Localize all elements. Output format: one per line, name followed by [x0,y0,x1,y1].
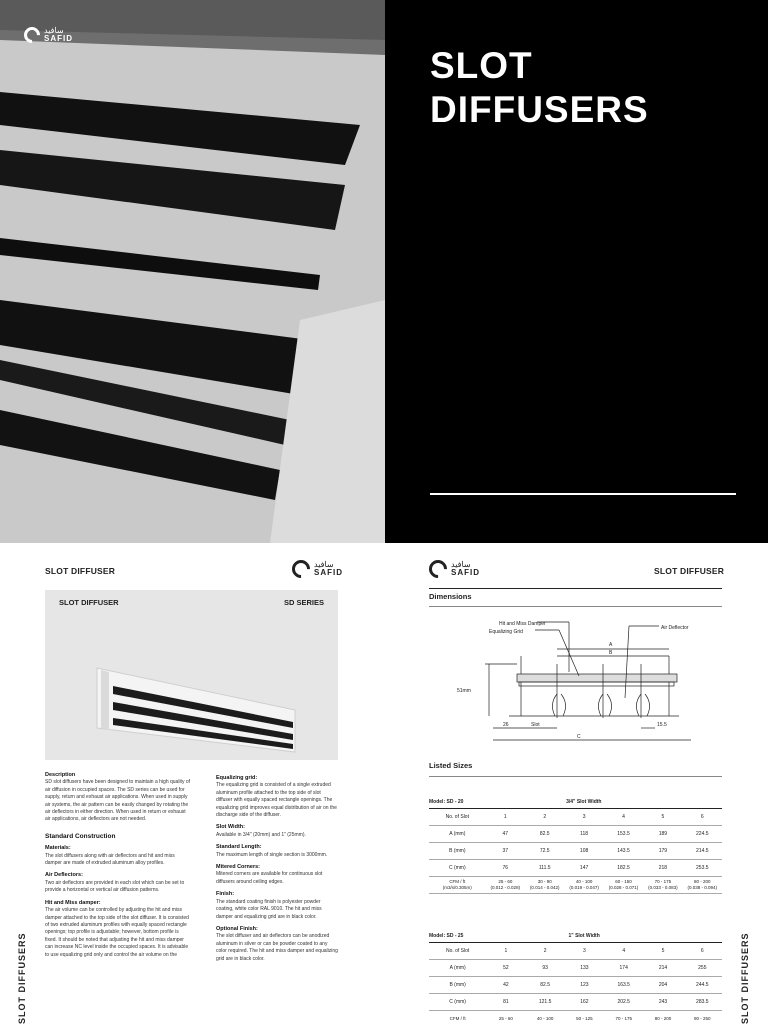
logo-english: SAFID [314,568,343,577]
table-cell: 4 [604,808,643,825]
grid-text: The equalizing grid is consisted of a single extruded aluminum profile attached to the top side of slot diffuser with equally spaced rectangle openings. The equalizing grid improves equal distribution of air on the discharge side of the diffuser. [216,782,337,819]
product-series: SD SERIES [283,598,324,607]
logo-arabic: سافيد [451,560,471,569]
slot-diffuser-product-image [45,590,338,760]
listed-sizes-rule [429,776,722,777]
description-text: SD slot diffusers have been designed to maintain a high quality of air diffusion in occupied spaces. The SD series can be used for supply, return and exhaust air applications. When used in supply air systems, the air pattern can be easily changed by rotating the air deflectors in either direction. When used in return or exhaust air applications, air deflectors are not needed. [45,779,190,823]
construction-column [216,775,338,963]
table-cell: 244.5 [683,976,722,993]
table-cell: 80 - 200 [643,1010,682,1024]
safid-logo-icon [288,556,313,581]
label-b: B [609,650,613,656]
table-cell: 121.5 [526,993,565,1010]
damper-text: The air volume can be controlled by adjusting the hit and miss damper attached to the top side of the slot diffuser. It is consisted of two extruded aluminum profiles with equally spaced rectangle openings; top profile is adjustable; however, bottom profile is fixed. It should be noted that adjusting the hit and miss damper can increase NC level inside the occupied spaces. It is advisable to use equalizing grid only and control the air volume on the [45,907,189,958]
table-cell: 2 [526,942,565,959]
table-cell: 81 [486,993,525,1010]
product-label: SLOT DIFFUSER [59,598,119,607]
table-cell: 3 [564,808,603,825]
label-a: A [609,642,613,648]
side-label-right: SLOT DIFFUSERS [740,932,750,1024]
length-text: The maximum length of single section is 3000mm. [216,851,328,858]
finish-heading: Finish: [216,891,235,898]
table-cell: 163.5 [604,976,643,993]
row-label: B (mm) [429,842,486,859]
table-cell: 40 - 100 (0.019 - 0.047) [564,876,603,893]
cover-logo [24,27,73,43]
optional-finish-text: The slot diffuser and air deflectors can be anodized aluminum in silver or can be powder coated to any color required. The hit and miss damper and equalizing grid are in black color. [216,933,338,962]
table-cell: 50 - 125 [565,1010,604,1024]
dimensions-title: Dimensions [429,592,472,601]
label-26: 26 [503,722,509,728]
width-heading: Slot Width: [216,824,245,831]
table-cell: 42 [486,976,525,993]
row-label: B (mm) [429,976,486,993]
table-cell: 37 [486,842,525,859]
table-cell: 5 [643,942,682,959]
table-cell: 179 [643,842,682,859]
deflectors-heading: Air Deflectors: [45,872,83,879]
label-15-5: 15.5 [657,722,667,728]
table-cell: 25 - 60 (0.012 - 0.028) [486,876,525,893]
description-heading: Description [45,772,76,778]
optional-finish-heading: Optional Finish: [216,925,258,932]
table-cell: 133 [565,959,604,976]
table-slot-width: 1" Slot Width [486,930,722,942]
table-cell: 118 [564,825,603,842]
header-logo [292,560,343,578]
row-label: No. of Slot [429,942,486,959]
label-c: C [577,734,581,740]
damper-heading: Hit and Miss damper: [45,899,101,906]
table-cell: 204 [643,976,682,993]
table-cell: 1 [486,942,525,959]
cover-divider [430,493,736,495]
table-sd25 [429,930,722,1024]
cover-title-line1: SLOT [430,45,533,86]
table-sd20 [429,796,722,894]
materials-heading: Materials: [45,845,71,852]
label-slot: Slot [531,722,540,728]
label-height: 51mm [457,688,471,694]
table-cell: 189 [643,825,682,842]
table-cell: 93 [526,959,565,976]
grid-heading: Equalizing grid: [216,775,258,781]
row-label: CFM / ft [429,1010,486,1024]
slot-diffuser-photo [0,0,385,543]
right-page [384,543,768,1024]
table-model: Model: SD - 20 [429,796,486,808]
table-cell: 30 - 90 (0.014 - 0.042) [525,876,564,893]
table-cell: 123 [565,976,604,993]
table-cell: 60 - 150 (0.028 - 0.071) [604,876,643,893]
row-label: A (mm) [429,825,486,842]
table-cell: 214.5 [683,842,722,859]
table-cell: 253.5 [683,859,722,876]
table-cell: 182.5 [604,859,643,876]
description-column [45,772,190,959]
table-cell: 82.5 [525,825,564,842]
product-image-box [45,590,338,760]
cover-title-line2: DIFFUSERS [430,89,649,130]
row-label: C (mm) [429,859,486,876]
page-header-title: SLOT DIFFUSER [45,566,116,576]
table-cell: 2 [525,808,564,825]
table-cell: 143.5 [604,842,643,859]
table-cell: 72.5 [525,842,564,859]
table-cell: 70 - 175 (0.033 - 0.083) [643,876,682,893]
row-label: CFM / ft (m3/s/0.305m) [429,876,486,893]
row-label: C (mm) [429,993,486,1010]
table-cell: 255 [683,959,722,976]
logo-arabic: سافيد [314,560,334,569]
row-label: A (mm) [429,959,486,976]
label-grid: Equalizing Grid [489,629,523,635]
table-cell: 147 [564,859,603,876]
page-header-title: SLOT DIFFUSER [654,566,725,576]
logo-english: SAFID [44,34,73,43]
width-text: Available in 3/4" (20mm) and 1" (25mm). [216,831,306,838]
safid-logo-icon [425,556,450,581]
table-cell: 5 [643,808,682,825]
table-cell: 40 - 100 [526,1010,565,1024]
listed-sizes-title: Listed Sizes [429,761,473,770]
table-cell: 224.5 [683,825,722,842]
table-cell: 111.5 [525,859,564,876]
dimensions-diagram [429,616,722,746]
table-cell: 82.5 [526,976,565,993]
table-cell: 162 [565,993,604,1010]
label-damper: Hit and Miss Damper [499,621,546,627]
table-cell: 202.5 [604,993,643,1010]
table-cell: 243 [643,993,682,1010]
table-cell: 6 [683,942,722,959]
deflectors-text: Two air deflectors are provided in each slot which can be set to provide a horizontal or vertical air diffusion patterns. [45,879,185,894]
table-cell: 80 - 200 (0.038 - 0.094) [683,876,722,893]
table-cell: 283.5 [683,993,722,1010]
table-model: Model: SD - 25 [429,930,486,942]
table-cell: 153.5 [604,825,643,842]
label-deflector: Air Deflector [661,625,689,631]
table-cell: 214 [643,959,682,976]
table-cell: 3 [565,942,604,959]
mitered-heading: Mitered Corners: [216,864,261,871]
dimensions-rule [429,606,722,607]
table-cell: 218 [643,859,682,876]
table-cell: 90 - 250 [683,1010,722,1024]
header-logo [429,560,480,578]
cover-title [430,44,649,132]
logo-arabic: سافيد [44,26,64,35]
table-slot-width: 3/4" Slot Width [486,796,722,808]
table-cell: 1 [486,808,525,825]
table-cell: 25 - 60 [486,1010,525,1024]
header-rule [429,588,722,589]
side-label-left: SLOT DIFFUSERS [17,932,27,1024]
table-cell: 76 [486,859,525,876]
row-label: No. of Slot [429,808,486,825]
table-cell: 4 [604,942,643,959]
materials-text: The slot diffusers along with air deflectors and hit and miss damper are made of extruded aluminum alloy profiles. [45,852,175,867]
table-cell: 174 [604,959,643,976]
table-cell: 70 - 175 [604,1010,643,1024]
table-cell: 47 [486,825,525,842]
table-cell: 108 [564,842,603,859]
cover-photo [0,0,385,543]
finish-text: The standard coating finish is polyester powder coating, white color RAL 9010. The hit and miss damper and equalizing grid are in black color. [216,898,322,920]
table-cell: 52 [486,959,525,976]
construction-heading: Standard Construction [45,832,116,840]
mitered-text: Mitered corners are available for continuous slot diffusers around ceiling edges. [216,871,323,885]
table-cell: 6 [683,808,722,825]
logo-english: SAFID [451,568,480,577]
length-heading: Standard Length: [216,844,262,851]
left-page [0,543,384,1024]
safid-logo-icon [21,24,44,47]
